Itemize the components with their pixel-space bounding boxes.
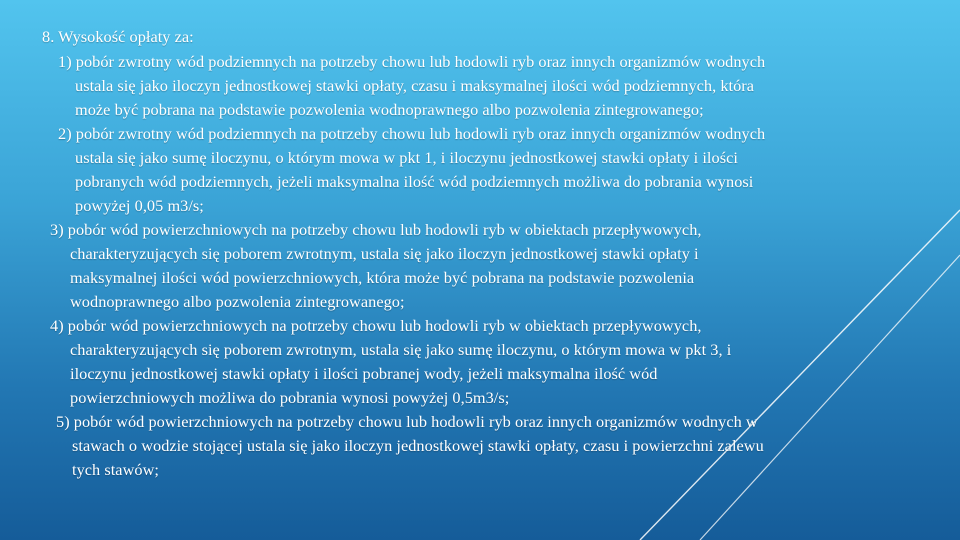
item-2-line-3: pobranych wód podziemnych, jeżeli maksymalna ilość wód podziemnych możliwa do pobrania wynosi: [75, 172, 754, 191]
item-3-line-3: maksymalnej ilości wód powierzchniowych, która może być pobrana na podstawie pozwolenia: [70, 268, 695, 287]
item-5-line-2: stawach o wodzie stojącej ustala się jako iloczyn jednostkowej stawki opłaty, czasu i powierzchni zalewu: [72, 436, 764, 455]
item-2-line-2: ustala się jako sumę iloczynu, o którym mowa w pkt 1, i iloczynu jednostkowej stawki opłaty i ilości: [75, 148, 738, 167]
item-3-line-4: wodnoprawnego albo pozwolenia zintegrowanego;: [70, 292, 405, 311]
item-1-line-2: ustala się jako iloczyn jednostkowej stawki opłaty, czasu i maksymalnej ilości wód podziemnych, która: [75, 76, 755, 95]
item-5-line-1: 5) pobór wód powierzchniowych na potrzeby chowu lub hodowli ryb oraz innych organizmów wodnych w: [56, 412, 758, 431]
item-1-line-1: 1) pobór zwrotny wód podziemnych na potrzeby chowu lub hodowli ryb oraz innych organizmów wodnych: [58, 52, 766, 71]
item-3-line-1: 3) pobór wód powierzchniowych na potrzeby chowu lub hodowli ryb w obiektach przepływowych,: [50, 220, 702, 239]
item-2-line-1: 2) pobór zwrotny wód podziemnych na potrzeby chowu lub hodowli ryb oraz innych organizmów wodnych: [58, 124, 766, 143]
item-1-line-3: może być pobrana na podstawie pozwolenia wodnoprawnego albo pozwolenia zintegrowanego;: [75, 100, 704, 119]
item-2-line-4: powyżej 0,05 m3/s;: [75, 196, 204, 215]
item-4-line-4: powierzchniowych możliwa do pobrania wynosi powyżej 0,5m3/s;: [70, 388, 510, 407]
item-5-line-3: tych stawów;: [72, 460, 159, 479]
item-4-line-2: charakteryzujących się poborem zwrotnym, ustala się jako sumę iloczynu, o którym mowa w pkt 3, i: [70, 340, 732, 359]
item-3-line-2: charakteryzujących się poborem zwrotnym, ustala się jako iloczyn jednostkowej stawki opłaty i: [70, 244, 699, 263]
item-4-line-1: 4) pobór wód powierzchniowych na potrzeby chowu lub hodowli ryb w obiektach przepływowych,: [50, 316, 702, 335]
item-4-line-3: iloczynu jednostkowej stawki opłaty i ilości pobranej wody, jeżeli maksymalna ilość wód: [70, 364, 658, 383]
section-heading: 8. Wysokość opłaty za:: [42, 27, 194, 46]
